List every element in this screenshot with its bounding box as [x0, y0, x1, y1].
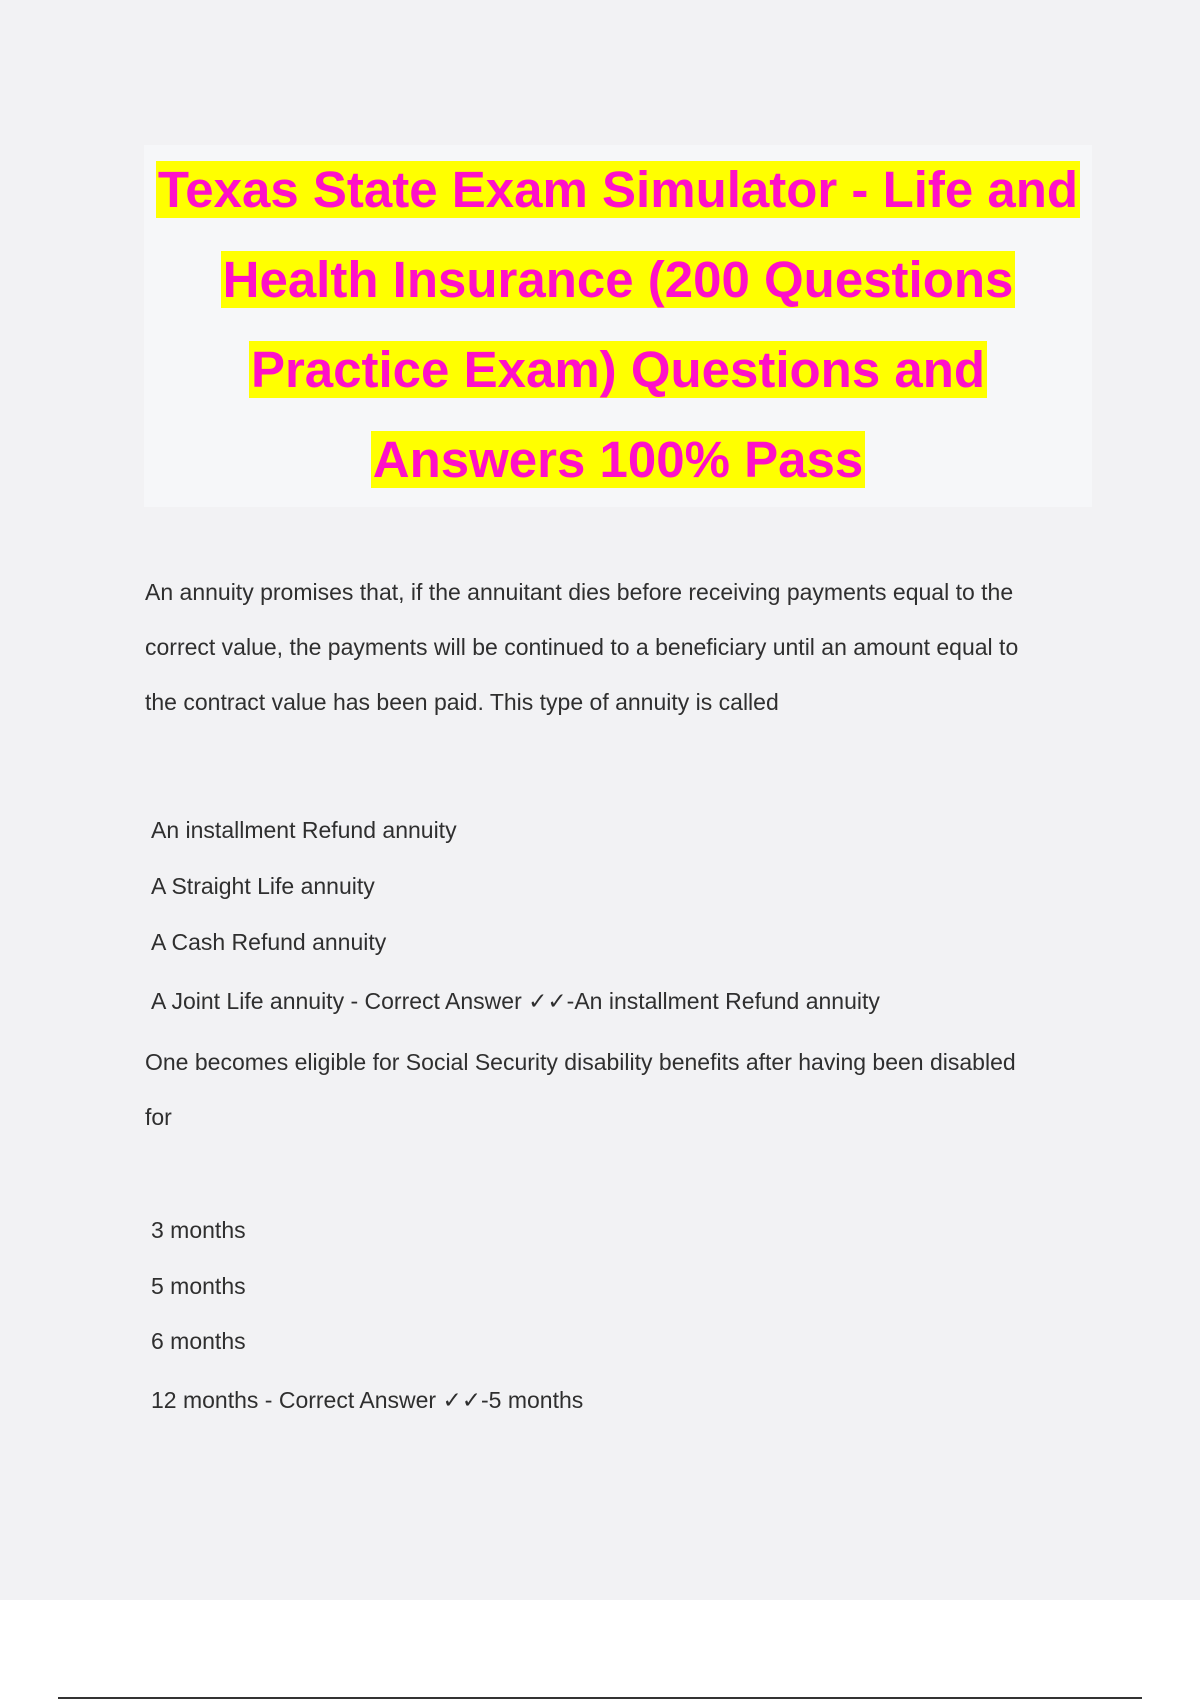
answer-option: An installment Refund annuity	[151, 817, 457, 843]
answer-option-correct: A Joint Life annuity - Correct Answer ✓✓-An installment Refund annuity	[151, 988, 880, 1014]
answer-option: 5 months	[151, 1273, 246, 1299]
question-text	[145, 565, 1095, 730]
title-line: Health Insurance (200 Questions	[222, 251, 1014, 308]
question-line: correct value, the payments will be continued to a beneficiary until an amount equal to	[145, 634, 1019, 660]
footer-divider	[58, 1697, 1142, 1699]
answer-option: A Cash Refund annuity	[151, 929, 387, 955]
title-line: Answers 100% Pass	[372, 431, 864, 488]
question-line: for	[145, 1104, 172, 1130]
answer-option: 3 months	[151, 1217, 246, 1243]
title-box	[144, 145, 1092, 507]
answer-option: A Straight Life annuity	[151, 873, 375, 899]
question-line: One becomes eligible for Social Security disability benefits after having been disabled	[145, 1049, 1016, 1075]
title-line: Texas State Exam Simulator - Life and	[157, 161, 1079, 218]
question-text	[145, 1035, 1095, 1145]
answer-option-correct: 12 months - Correct Answer ✓✓-5 months	[151, 1387, 584, 1413]
title-line: Practice Exam) Questions and	[250, 341, 986, 398]
question-line: the contract value has been paid. This type of annuity is called	[145, 689, 779, 715]
answer-option: 6 months	[151, 1328, 246, 1354]
document-title	[144, 145, 1092, 505]
question-line: An annuity promises that, if the annuitant dies before receiving payments equal to the	[145, 579, 1014, 605]
